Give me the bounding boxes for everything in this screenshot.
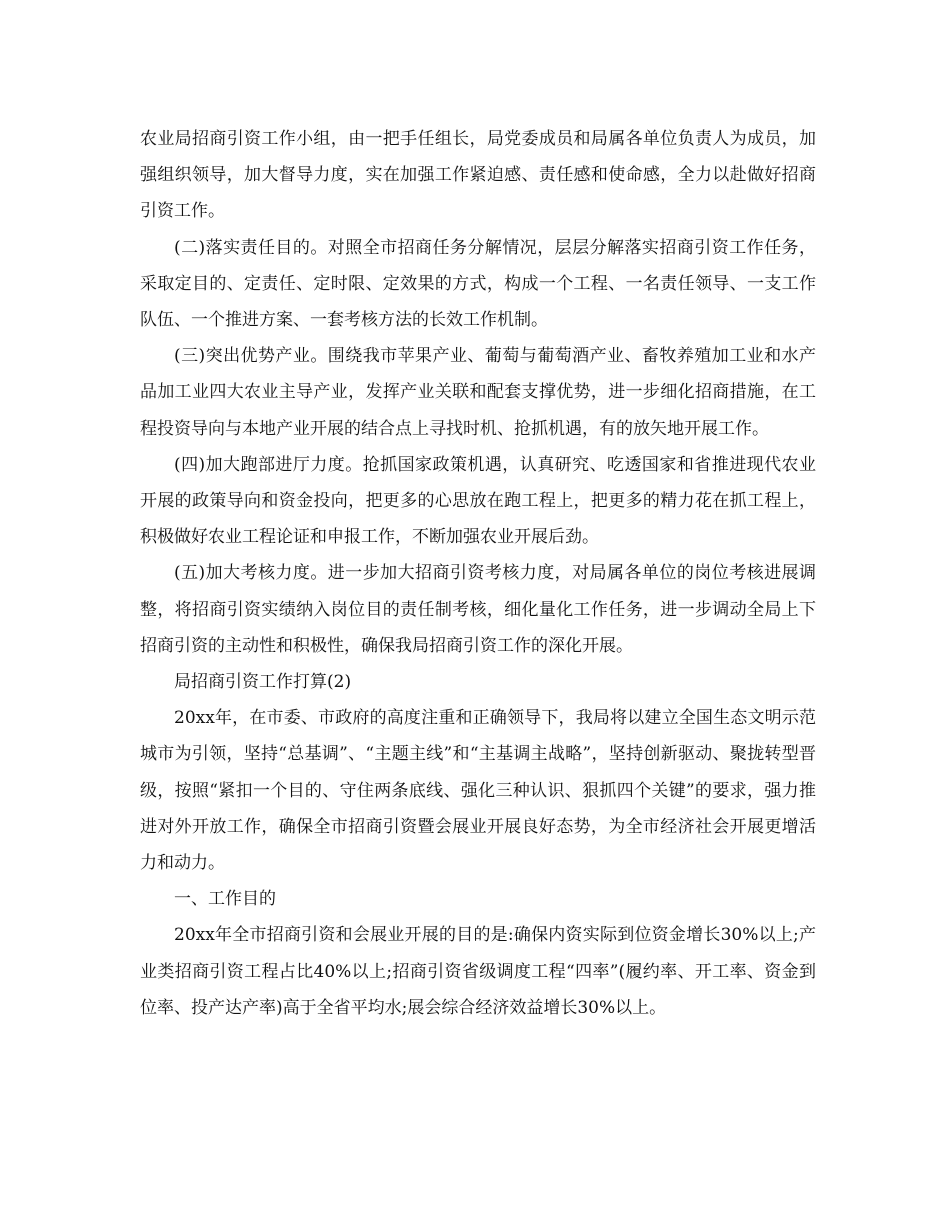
document-body — [140, 121, 816, 1026]
section-heading: 一、工作目的 — [174, 889, 276, 910]
paragraph: (五)加大考核力度。进一步加大招商引资考核力度，对局属各单位的岗位考核进展调整，将招商引资实绩纳入岗位目的责任制考核，细化量化工作任务，进一步调动全局上下招商引资的主动性和积极性，确保我局招商引资工作的深化开展。 — [140, 563, 816, 656]
paragraph: (二)落实责任目的。对照全市招商任务分解情况，层层分解落实招商引资工作任务，采取定目的、定责任、定时限、定效果的方式，构成一个工程、一名责任领导、一支工作队伍、一个推进方案、一套考核方法的长效工作机制。 — [140, 237, 816, 331]
paragraph: 20xx年，在市委、市政府的高度注重和正确领导下，我局将以建立全国生态文明示范城市为引领，坚持“总基调”、“主题主线”和“主基调主战略”，坚持创新驱动、聚拢转型晋级，按照“紧扣一个目的、守住两条底线、强化三种认识、狠抓四个关键”的要求，强力推进对外开放工作，确保全市招商引资暨会展业开展良好态势，为全市经济社会开展更增活力和动力。 — [140, 708, 816, 874]
paragraph: 农业局招商引资工作小组，由一把手任组长，局党委成员和局属各单位负责人为成员，加强组织领导，加大督导力度，实在加强工作紧迫感、责任感和使命感，全力以赴做好招商引资工作。 — [140, 129, 816, 222]
paragraph: (四)加大跑部进厅力度。抢抓国家政策机遇，认真研究、吃透国家和省推进现代农业开展的政策导向和资金投向，把更多的心思放在跑工程上，把更多的精力花在抓工程上，积极做好农业工程论证和申报工作，不断加强农业开展后劲。 — [140, 454, 816, 548]
paragraph: 20xx年全市招商引资和会展业开展的目的是:确保内资实际到位资金增长30%以上;产业类招商引资工程占比40%以上;招商引资省级调度工程“四率”(履约率、开工率、资金到位率、投产达产率)高于全省平均水;展会综合经济效益增长30%以上。 — [140, 925, 816, 1018]
paragraph: (三)突出优势产业。围绕我市苹果产业、葡萄与葡萄酒产业、畜牧养殖加工业和水产品加工业四大农业主导产业，发挥产业关联和配套支撑优势，进一步细化招商措施，在工程投资导向与本地产业开展的结合点上寻找时机、抢抓机遇，有的放矢地开展工作。 — [140, 346, 816, 439]
section-heading: 局招商引资工作打算(2) — [174, 672, 352, 693]
